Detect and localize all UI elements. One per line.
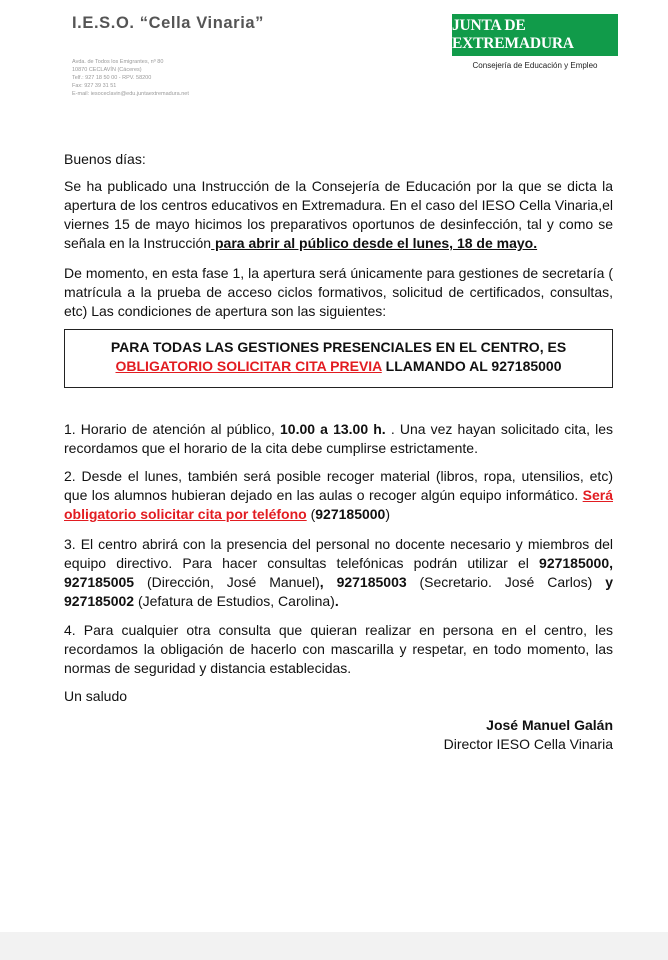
item-text: 3. El centro abrirá con la presencia del personal no docente necesario y miembros del equipo directivo. Para hacer consultas telefónicas podrán utilizar el	[64, 536, 613, 571]
greeting: Buenos días:	[64, 151, 146, 167]
paragraph-text: Se ha publicado una Instrucción de la Consejería de Educación por la que se dicta la apertura de los centros educativos en Extremadura. En el caso del IESO Cella Vinaria,el viernes 15 de mayo hicimos los preparativos oportunos de desinfección, tal y como se señala en la Instrucción	[64, 178, 613, 251]
paragraph-intro	[64, 177, 613, 253]
address-line: E-mail: iesoceclavin@edu.juntaextremadura.net	[72, 91, 189, 97]
signature-name: José Manuel Galán	[486, 717, 613, 733]
address-line: 10870 CECLAVÍN (Cáceres)	[72, 67, 142, 73]
opening-date: para abrir al público desde el lunes, 18 de mayo.	[211, 235, 538, 251]
hours: 10.00 a 13.00 h.	[280, 421, 386, 437]
item-1	[64, 420, 613, 458]
address-line: Avda. de Todos los Emigrantes, nº 80	[72, 59, 164, 65]
junta-logo: JUNTA DE EXTREMADURA	[452, 14, 618, 56]
school-name: I.E.S.O. “Cella Vinaria”	[72, 14, 265, 32]
item-text: (Secretario. José Carlos)	[406, 574, 606, 590]
item-text: ,	[319, 574, 337, 590]
item-2	[64, 467, 613, 524]
department-name: Consejería de Educación y Empleo	[472, 61, 598, 70]
notice-phone: LLAMANDO AL 927185000	[381, 358, 562, 374]
notice-line-1: PARA TODAS LAS GESTIONES PRESENCIALES EN EL CENTRO, ES	[110, 339, 567, 355]
item-text: )	[385, 506, 391, 522]
item-text: .	[334, 593, 339, 609]
item-3	[64, 535, 613, 611]
item-text: y	[605, 574, 614, 590]
item-text: (	[306, 506, 316, 522]
signature-title: Director IESO Cella Vinaria	[443, 736, 613, 752]
phone-number: 927185000	[315, 506, 386, 522]
item-text: 2. Desde el lunes, también será posible recoger material (libros, ropa, utensilios, etc) que los alumnos hubieran dejado en las aulas o recoger algún equipo informático.	[64, 468, 613, 503]
closing: Un saludo	[64, 688, 128, 704]
notice-line-2	[65, 357, 612, 376]
phone-number: 927185002	[64, 593, 135, 609]
notice-box	[64, 329, 613, 388]
paragraph-phase: De momento, en esta fase 1, la apertura será únicamente para gestiones de secretaría ( matrícula a la prueba de acceso ciclos formativos, solicitud de certificados, consultas, etc) Las condiciones de apertura son las siguientes:	[64, 265, 613, 319]
item-text: (Jefatura de Estudios, Carolina)	[134, 593, 335, 609]
item-text: 1. Horario de atención al público,	[64, 421, 280, 437]
address-line: Fax: 927 39 31 51	[72, 83, 117, 89]
item-4: 4. Para cualquier otra consulta que quieran realizar en persona en el centro, les recordamos la obligación de hacerlo con mascarilla y respetar, en todo momento, las normas de seguridad y distancia establecidas.	[64, 622, 613, 676]
school-address	[72, 58, 189, 98]
address-line: Telf.: 927 18 50 00 - RPV. 58200	[72, 75, 152, 81]
item-text: (Dirección, José Manuel)	[134, 574, 320, 590]
item-text: . Una vez hayan solicitado cita, les recordamos que el horario de la cita debe cumplirse estrictamente.	[64, 421, 614, 456]
appointment-notice: Será obligatorio solicitar cita por teléfono	[64, 487, 613, 522]
phone-number: 927185003	[336, 574, 407, 590]
phone-number: 927185000, 927185005	[64, 555, 613, 590]
notice-highlight: OBLIGATORIO SOLICITAR CITA PREVIA	[115, 358, 382, 374]
